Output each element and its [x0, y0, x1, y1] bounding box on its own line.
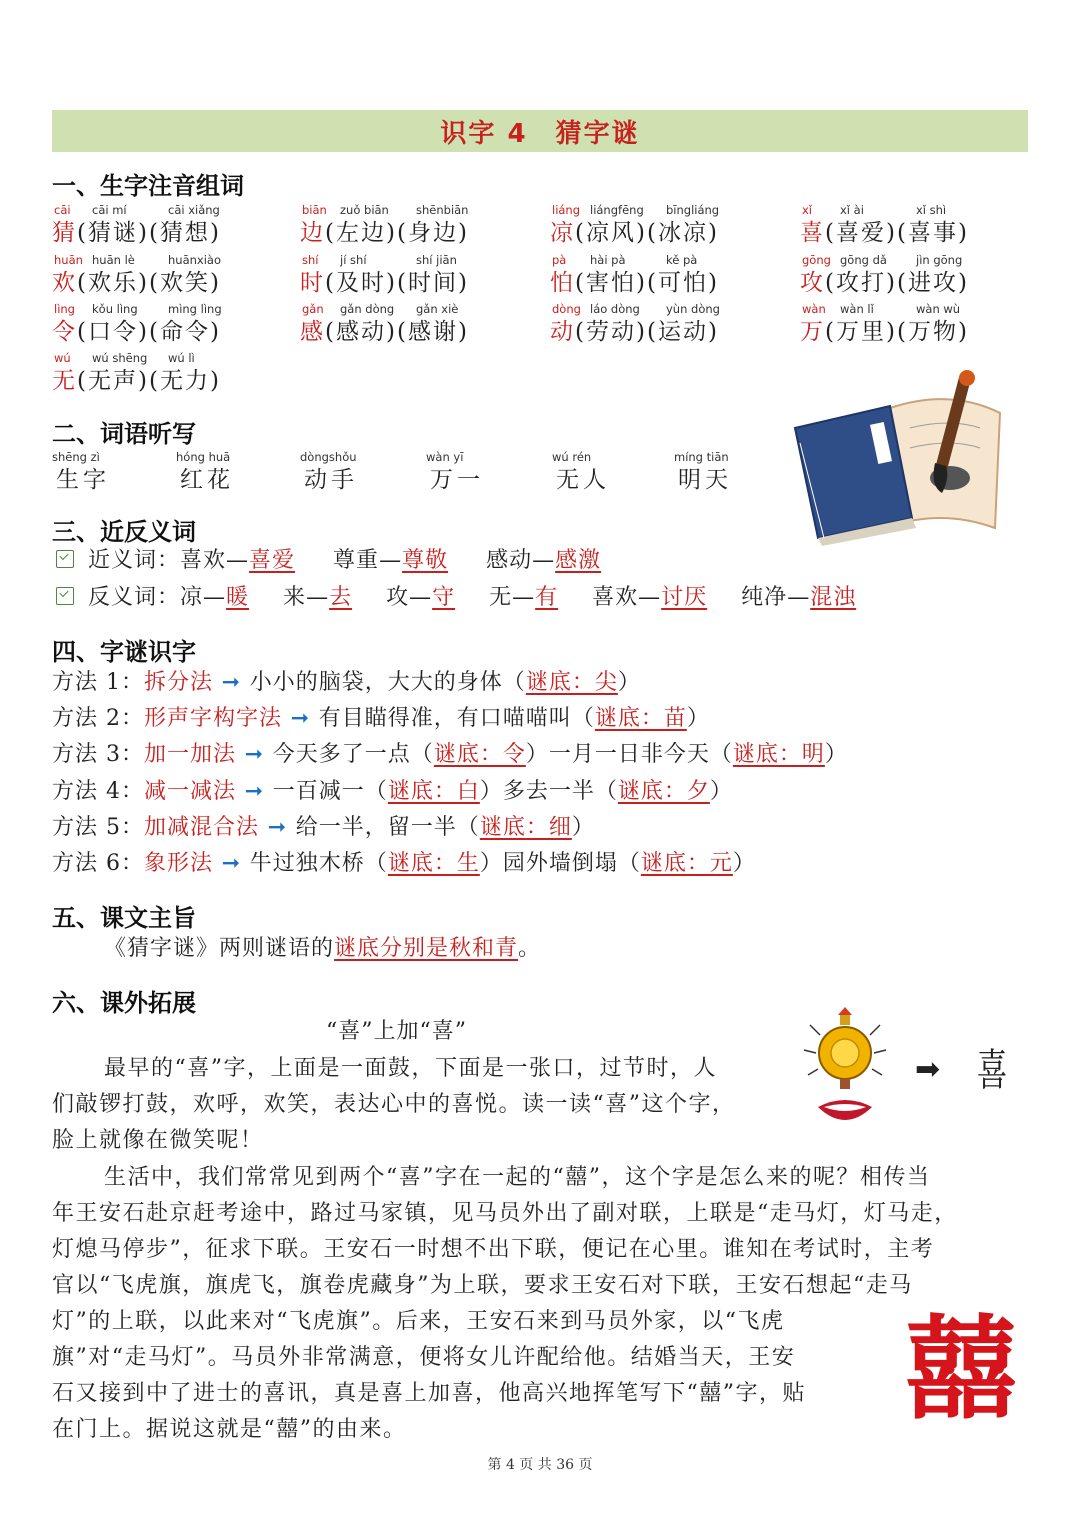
vocab-char: 攻 [800, 270, 825, 296]
para2-line7: 石又接到中了进士的喜讯，真是喜上加喜，他高兴地挥笔写下“囍”字，贴 [52, 1381, 806, 1406]
dictation-word [674, 450, 732, 495]
vocab-word1: 劳动 [585, 319, 636, 345]
page-footer: 第 4 页 共 36 页 [487, 1457, 593, 1473]
dictation-pinyin: shēng zì [52, 450, 100, 464]
vocab-entry [550, 253, 719, 298]
vocab-word2: 无力 [159, 368, 210, 394]
vocab-words: 动(劳动)(运动) [550, 319, 719, 345]
theme-line [104, 934, 541, 964]
theme-prefix: 《猜字谜》两则谜语的 [104, 936, 335, 961]
para2-line2: 年王安石赴京赶考途中，路过马家镇，见马员外出了副对联，上联是“走马灯，灯马走， [52, 1201, 958, 1226]
word2-pinyin: bīngliáng [666, 203, 720, 217]
pair-answer: 尊敬 [402, 548, 449, 573]
word2-pinyin: yùn dòng [666, 302, 720, 316]
char-pinyin: gōng [802, 253, 831, 267]
word1-pinyin: wàn lǐ [840, 302, 874, 316]
word2-pinyin: shēnbiān [416, 203, 469, 217]
vocab-char: 动 [550, 319, 575, 345]
dictation-pinyin: míng tiān [674, 450, 729, 464]
antonyms-pair: 来—去 [283, 585, 353, 610]
section-heading-5: 五、课文主旨 [52, 904, 196, 932]
vocab-char: 欢 [52, 270, 77, 296]
char-pinyin: shí [302, 253, 319, 267]
riddle-question: 有目瞄得准，有口喵喵叫 [318, 706, 572, 732]
char-pinyin: pà [552, 253, 567, 267]
word2-pinyin: cāi xiǎng [168, 203, 220, 217]
vocab-word1: 及时 [335, 270, 386, 296]
vocab-word1: 攻打 [835, 270, 886, 296]
method-name: 减一减法 [144, 778, 237, 804]
vocab-word2: 欢笑 [159, 270, 210, 296]
para2-line8: 在门上。据说这就是“囍”的由来。 [52, 1417, 407, 1442]
vocab-char: 怕 [550, 270, 575, 296]
para1-line2: 们敲锣打鼓，欢呼，欢笑，表达心中的喜悦。读一读“喜”这个字， [52, 1092, 736, 1117]
word1-pinyin: láo dòng [590, 302, 640, 316]
char-pinyin: huān [54, 253, 83, 267]
word2-pinyin: kě pà [666, 253, 698, 267]
para1-line3: 脸上就像在微笑呢！ [52, 1128, 264, 1153]
char-pinyin: liáng [552, 203, 581, 217]
vocab-entry [52, 203, 221, 248]
vocab-entry [52, 253, 221, 298]
pinyin-row [800, 253, 969, 268]
pair-word: 凉 [180, 585, 204, 610]
riddle-question: 给一半，留一半 [295, 814, 457, 840]
vocab-word2: 感谢 [407, 319, 458, 345]
vocab-word2: 进攻 [907, 270, 958, 296]
vocab-char: 无 [52, 368, 77, 394]
vocab-char: 感 [300, 319, 325, 345]
vocab-word1: 无声 [87, 368, 138, 394]
vocab-word1: 万里 [835, 319, 886, 345]
pair-word: 来 [283, 585, 307, 610]
antonyms-pair: 攻—守 [386, 585, 456, 610]
dictation-chars: 生字 [56, 467, 110, 493]
antonyms-pair: 无—有 [489, 585, 559, 610]
vocab-entry [52, 302, 221, 347]
para2-line6: 旗”对“走马灯”。马员外非常满意，便将女儿许配给他。结婚当天，王安 [52, 1345, 796, 1370]
vocab-char: 令 [52, 319, 77, 345]
vocab-words: 喜(喜爱)(喜事) [800, 220, 969, 246]
method-label: 方法 6： [52, 851, 144, 876]
para2-line4: 官以“飞虎旗，旗虎飞，旗卷虎藏身”为上联，要求王安石对下联，王安石想起“走马 [52, 1273, 913, 1298]
method-label: 方法 3： [52, 742, 144, 768]
checkbox-icon [56, 550, 74, 568]
dictation-chars: 红花 [180, 467, 234, 493]
riddle-question: 一月一日非今天 [548, 742, 710, 768]
vocab-word2: 冰凉 [657, 220, 708, 246]
char-pinyin: xǐ [802, 203, 813, 217]
word1-pinyin: cāi mí [92, 203, 127, 217]
vocab-words: 无(无声)(无力) [52, 368, 221, 394]
pinyin-row [300, 203, 469, 218]
pair-word: 无 [489, 585, 513, 610]
antonyms-pair: 凉—暖 [180, 585, 250, 610]
method-name: 加减混合法 [144, 814, 260, 840]
para2-line3: 灯熄马停步”，征求下联。王安石一时想不出下联，便记在心里。谁知在考试时，主考 [52, 1237, 935, 1262]
pair-word: 尊重 [333, 548, 380, 573]
dictation-pinyin: wàn yī [426, 450, 464, 464]
vocab-words: 怕(害怕)(可怕) [550, 270, 719, 296]
theme-suffix: 。 [518, 936, 542, 961]
riddle-answer: 谜底：明 [732, 742, 825, 768]
pinyin-row [800, 203, 969, 218]
word2-pinyin: shí jiān [416, 253, 457, 267]
vocab-word1: 感动 [335, 319, 386, 345]
pinyin-row [550, 253, 719, 268]
vocab-word1: 猜谜 [87, 220, 138, 246]
section-heading-3: 三、近反义词 [52, 518, 196, 546]
riddle-answer: 谜底：生 [387, 851, 480, 876]
riddle-answer: 谜底：细 [479, 814, 572, 840]
book-brush-illustration [790, 368, 1010, 548]
section-heading-2: 二、词语听写 [52, 420, 196, 448]
pinyin-row [52, 253, 221, 268]
char-pinyin: biān [302, 203, 327, 217]
method-line: 方法 2：形声字构字法 ➞ 有目瞄得准，有口喵喵叫（谜底：苗） [52, 706, 710, 732]
vocab-char: 万 [800, 319, 825, 345]
pair-word: 攻 [386, 585, 410, 610]
method-name: 加一加法 [144, 742, 237, 768]
method-line: 方法 6：象形法 ➞ 牛过独木桥（谜底：生）园外墙倒塌（谜底：元） [52, 851, 756, 876]
dictation-word [300, 450, 358, 495]
pinyin-row [300, 302, 469, 317]
pair-answer: 感激 [555, 548, 602, 573]
vocab-entry [800, 253, 969, 298]
vocab-char: 边 [300, 220, 325, 246]
word2-pinyin: wú lì [168, 351, 195, 365]
synonyms-pair: 喜欢—喜爱 [180, 548, 296, 573]
antonym-line [56, 583, 890, 613]
vocab-entry [550, 203, 719, 248]
word1-pinyin: gǎn dòng [340, 302, 395, 316]
pinyin-row [550, 203, 719, 218]
right-arrow-icon: ➞ [282, 706, 319, 732]
vocab-entry [300, 203, 469, 248]
pinyin-row [300, 253, 469, 268]
vocab-word2: 可怕 [657, 270, 708, 296]
char-pinyin: lìng [54, 302, 75, 316]
extension-subtitle: “喜”上加“喜” [326, 1019, 467, 1044]
pinyin-row [550, 302, 719, 317]
riddle-question: 园外墙倒塌 [502, 851, 618, 876]
pair-answer: 守 [432, 585, 456, 610]
char-pinyin: gǎn [302, 302, 324, 316]
vocab-words: 时(及时)(时间) [300, 270, 469, 296]
method-label: 方法 1： [52, 670, 144, 695]
pinyin-row [800, 302, 969, 317]
antonyms-pair: 喜欢—讨厌 [592, 585, 708, 610]
dictation-word [426, 450, 484, 495]
method-name: 象形法 [144, 851, 214, 876]
vocab-word1: 欢乐 [87, 270, 138, 296]
vocab-words: 欢(欢乐)(欢笑) [52, 270, 221, 296]
vocab-words: 猜(猜谜)(猜想) [52, 220, 221, 246]
vocab-word1: 左边 [335, 220, 386, 246]
right-arrow-icon: ➞ [236, 742, 273, 768]
checkbox-icon [56, 587, 74, 605]
vocab-entry [800, 203, 969, 248]
dictation-pinyin: hóng huā [176, 450, 231, 464]
vocab-entry [300, 253, 469, 298]
vocab-char: 喜 [800, 220, 825, 246]
char-pinyin: wàn [802, 302, 826, 316]
vocab-entry [52, 351, 221, 396]
vocab-word2: 万物 [907, 319, 958, 345]
para2-line1: 生活中，我们常常见到两个“喜”字在一起的“囍”，这个字是怎么来的呢？相传当 [104, 1165, 931, 1190]
section-heading-4: 四、字谜识字 [52, 638, 196, 666]
riddle-answer: 谜底：夕 [617, 778, 710, 804]
pair-answer: 有 [535, 585, 559, 610]
method-label: 方法 5： [52, 814, 144, 840]
vocab-word1: 凉风 [585, 220, 636, 246]
vocab-char: 时 [300, 270, 325, 296]
page-title: 识字 4 猜字谜 [440, 118, 640, 149]
synonyms-pair: 感动—感激 [486, 548, 602, 573]
char-pinyin: wú [54, 351, 71, 365]
riddle-question: 牛过独木桥 [249, 851, 365, 876]
vocab-words: 攻(攻打)(进攻) [800, 270, 969, 296]
dictation-pinyin: wú rén [552, 450, 592, 464]
vocab-words: 感(感动)(感谢) [300, 319, 469, 345]
dictation-word [552, 450, 610, 495]
riddle-answer: 谜底：白 [387, 778, 480, 804]
antonyms-label: 反义词： [88, 585, 181, 610]
ancient-xi-glyph: 喜 [976, 1045, 1008, 1096]
dictation-chars: 明天 [678, 467, 732, 493]
vocab-word2: 时间 [407, 270, 458, 296]
dictation-chars: 动手 [304, 467, 358, 493]
antonyms-pair: 纯净—混浊 [741, 585, 857, 610]
vocab-words: 万(万里)(万物) [800, 319, 969, 345]
riddle-question: 今天多了一点 [272, 742, 411, 768]
para2-line5: 灯”的上联，以此来对“飞虎旗”。后来，王安石来到马员外家，以“飞虎 [52, 1309, 785, 1334]
synonym-line [56, 546, 639, 576]
vocab-word2: 命令 [159, 319, 210, 345]
vocab-word1: 喜爱 [835, 220, 886, 246]
pair-answer: 暖 [226, 585, 250, 610]
section-heading-6: 六、课外拓展 [52, 989, 196, 1017]
pair-answer: 去 [329, 585, 353, 610]
right-arrow-icon: ➞ [213, 670, 250, 695]
pair-answer: 喜爱 [249, 548, 296, 573]
riddle-question: 一百减一 [272, 778, 365, 804]
word2-pinyin: gǎn xiè [416, 302, 459, 316]
vocab-word2: 喜事 [907, 220, 958, 246]
right-arrow-icon: ➞ [213, 851, 250, 876]
vocab-word2: 身边 [407, 220, 458, 246]
word2-pinyin: wàn wù [916, 302, 961, 316]
drum-mouth-illustration [800, 1005, 890, 1135]
method-line: 方法 3：加一加法 ➞ 今天多了一点（谜底：令）一月一日非今天（谜底：明） [52, 742, 848, 768]
word1-pinyin: jí shí [340, 253, 367, 267]
method-line: 方法 1：拆分法 ➞ 小小的脑袋，大大的身体（谜底：尖） [52, 670, 641, 695]
riddle-question: 多去一半 [502, 778, 595, 804]
pair-word: 感动 [486, 548, 533, 573]
theme-highlight: 谜底分别是秋和青 [334, 936, 519, 961]
vocab-entry [300, 302, 469, 347]
word1-pinyin: wú shēng [92, 351, 148, 365]
method-line: 方法 4：减一减法 ➞ 一百减一（谜底：白）多去一半（谜底：夕） [52, 778, 733, 804]
synonyms-pair: 尊重—尊敬 [333, 548, 449, 573]
double-happiness-character: 囍 [905, 1304, 1017, 1435]
method-line: 方法 5：加减混合法 ➞ 给一半，留一半（谜底：细） [52, 814, 595, 840]
word2-pinyin: mìng lìng [168, 302, 222, 316]
word2-pinyin: xǐ shì [916, 203, 947, 217]
dictation-word [176, 450, 234, 495]
word1-pinyin: liángfēng [590, 203, 644, 217]
pinyin-row [52, 302, 221, 317]
word2-pinyin: huānxiào [168, 253, 221, 267]
dictation-pinyin: dòngshǒu [300, 450, 357, 464]
method-name: 拆分法 [144, 670, 214, 695]
dictation-word [52, 450, 110, 495]
pair-answer: 讨厌 [661, 585, 708, 610]
vocab-word1: 害怕 [585, 270, 636, 296]
para1-line1: 最早的“喜”字，上面是一面鼓，下面是一张口，过节时，人 [104, 1056, 717, 1081]
right-arrow-icon: ➞ [259, 814, 296, 840]
pair-word: 喜欢 [180, 548, 227, 573]
vocab-word2: 运动 [657, 319, 708, 345]
pair-answer: 混浊 [810, 585, 857, 610]
char-pinyin: dòng [552, 302, 581, 316]
method-label: 方法 2： [52, 706, 144, 732]
char-pinyin: cāi [54, 203, 71, 217]
vocab-char: 猜 [52, 220, 77, 246]
method-label: 方法 4： [52, 778, 144, 804]
vocab-entry [550, 302, 719, 347]
vocab-entry [800, 302, 969, 347]
pinyin-row [52, 351, 221, 366]
right-arrow-icon: ➞ [236, 778, 273, 804]
riddle-answer: 谜底：苗 [594, 706, 687, 732]
word1-pinyin: huān lè [92, 253, 135, 267]
word1-pinyin: zuǒ biān [340, 203, 389, 217]
vocab-words: 边(左边)(身边) [300, 220, 469, 246]
vocab-word2: 猜想 [159, 220, 210, 246]
vocab-word1: 口令 [87, 319, 138, 345]
word1-pinyin: xǐ ài [840, 203, 864, 217]
synonyms-label: 近义词： [88, 548, 181, 573]
pair-word: 喜欢 [592, 585, 639, 610]
vocab-char: 凉 [550, 220, 575, 246]
riddle-answer: 谜底：元 [640, 851, 733, 876]
riddle-answer: 谜底：令 [433, 742, 526, 768]
word1-pinyin: kǒu lìng [92, 302, 138, 316]
pair-word: 纯净 [741, 585, 788, 610]
section-heading-1: 一、生字注音组词 [52, 172, 244, 200]
right-arrow-icon: ➡ [915, 1052, 941, 1087]
dictation-chars: 无人 [556, 467, 610, 493]
vocab-words: 令(口令)(命令) [52, 319, 221, 345]
vocab-words: 凉(凉风)(冰凉) [550, 220, 719, 246]
word1-pinyin: hài pà [590, 253, 626, 267]
dictation-chars: 万一 [430, 467, 484, 493]
riddle-answer: 谜底：尖 [525, 670, 618, 695]
word1-pinyin: gōng dǎ [840, 253, 887, 267]
page-title-bar [52, 110, 1028, 152]
method-name: 形声字构字法 [144, 706, 283, 732]
pinyin-row [52, 203, 221, 218]
word2-pinyin: jìn gōng [916, 253, 963, 267]
riddle-question: 小小的脑袋，大大的身体 [249, 670, 503, 695]
